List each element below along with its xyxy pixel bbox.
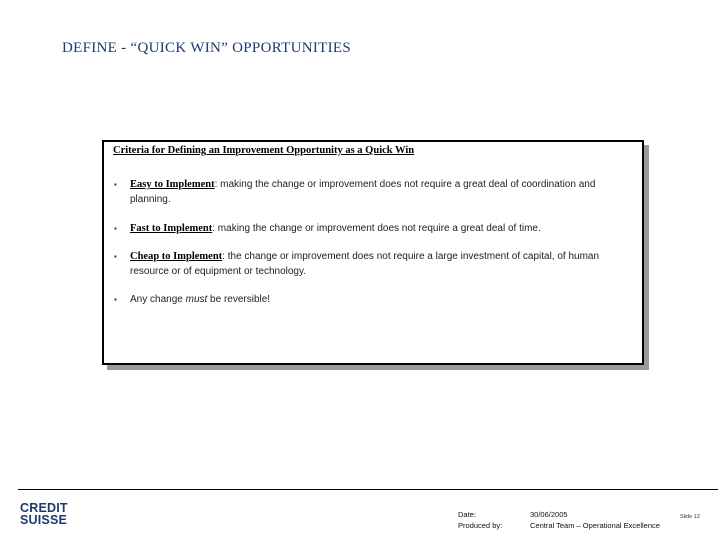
slide-number: Slide 12	[680, 514, 700, 520]
list-item	[112, 292, 632, 307]
criteria-text: be reversible!	[207, 294, 271, 305]
logo-line-1: CREDIT	[20, 501, 68, 515]
bullet-icon: ▪	[114, 252, 117, 261]
footer-divider	[18, 489, 718, 490]
criteria-term: Fast to Implement	[130, 223, 213, 234]
date-value: 30/06/2005	[530, 510, 568, 519]
list-item	[112, 249, 632, 279]
logo-line-2: SUISSE	[20, 513, 68, 527]
criteria-text: : making the change or improvement does not require a great deal of time.	[212, 223, 541, 234]
criteria-text: : the change or improvement does not require a large investment of capital, of human resource or of equipment or technology.	[130, 251, 600, 277]
bullet-icon: ▪	[114, 295, 117, 304]
list-item	[112, 221, 632, 236]
footer-values	[530, 509, 660, 531]
credit-suisse-logo	[20, 502, 68, 526]
criteria-term: Cheap to Implement	[130, 251, 223, 262]
criteria-text: Any change	[130, 294, 186, 305]
produced-by-label: Produced by:	[458, 521, 503, 530]
bullet-icon: ▪	[114, 224, 117, 233]
criteria-emphasis: must	[185, 294, 208, 305]
list-item	[112, 177, 632, 207]
criteria-heading: Criteria for Defining an Improvement Opportunity as a Quick Win	[113, 145, 415, 156]
footer-labels	[458, 509, 502, 531]
produced-by-value: Central Team – Operational Excellence	[530, 521, 660, 530]
bullet-icon: ▪	[114, 180, 117, 189]
criteria-box	[102, 140, 644, 365]
criteria-list	[112, 177, 632, 307]
date-label: Date:	[458, 510, 476, 519]
criteria-text: : making the change or improvement does not require a great deal of coordination and planning.	[130, 179, 596, 205]
criteria-term: Easy to Implement	[130, 179, 215, 190]
slide-title: DEFINE - “QUICK WIN” OPPORTUNITIES	[62, 40, 351, 56]
